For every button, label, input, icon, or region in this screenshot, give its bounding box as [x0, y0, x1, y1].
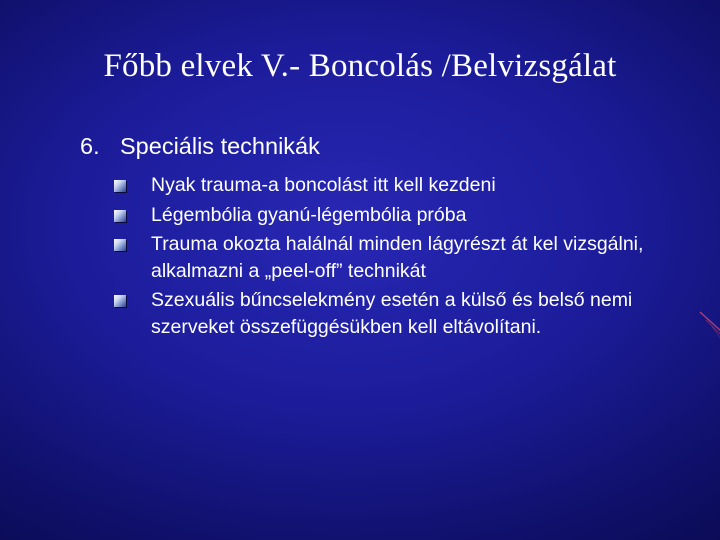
square-bullet-icon [114, 295, 126, 307]
square-bullet-icon [114, 180, 126, 192]
section-heading-text: Speciális technikák [120, 133, 320, 159]
section-heading [80, 133, 320, 160]
bullet-item [110, 287, 670, 340]
slide-title: Főbb elvek V.- Boncolás /Belvizsgálat [103, 48, 617, 84]
bullet-item [110, 172, 670, 199]
square-bullet-icon [114, 210, 126, 222]
bullet-text: Szexuális bűncselekmény esetén a külső és belső nemi szerveket összefüggésükben kell eltávolítani. [151, 289, 633, 338]
bullet-text: Légembólia gyanú-légembólia próba [151, 203, 467, 226]
bullet-item [110, 202, 670, 229]
bullet-text: Nyak trauma-a boncolást itt kell kezdeni [151, 174, 496, 196]
bullet-item [110, 231, 670, 284]
square-bullet-icon [114, 239, 126, 251]
bullet-text: Trauma okozta halálnál minden lágyrészt át kel vizsgálni, alkalmazni a „peel-off” technikát [151, 233, 644, 282]
bullet-list [110, 172, 670, 343]
section-number: 6. [80, 133, 100, 159]
